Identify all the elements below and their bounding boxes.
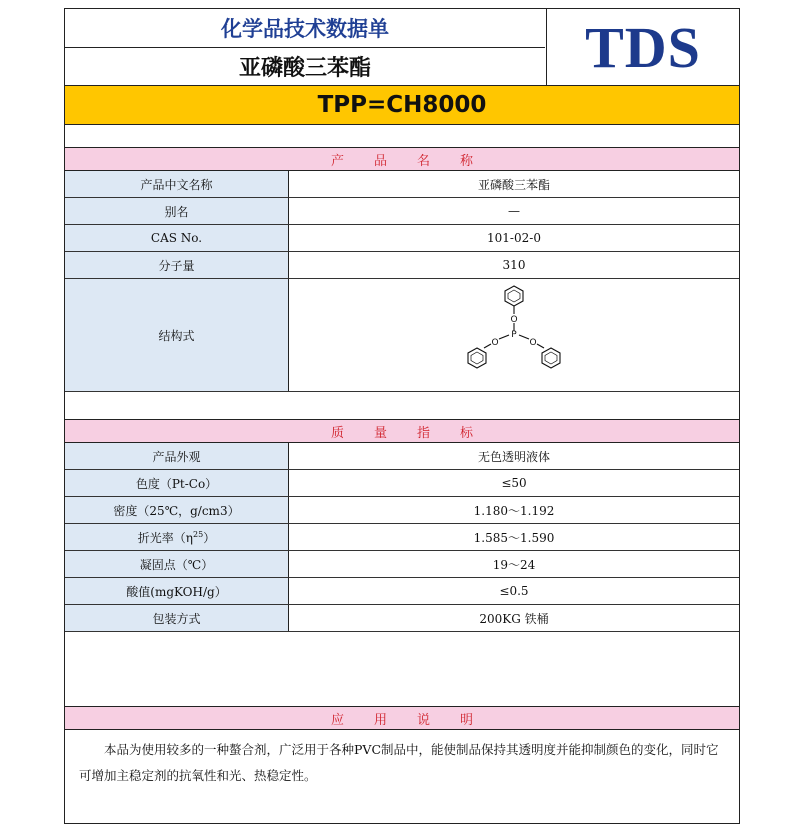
table-row bbox=[65, 605, 739, 632]
row-value: 200KG 铁桶 bbox=[289, 605, 740, 632]
table-row bbox=[65, 551, 739, 578]
product-code-bar: TPP=CH8000 bbox=[65, 85, 739, 125]
table-row bbox=[65, 198, 739, 225]
header-left bbox=[65, 9, 547, 85]
quality-table bbox=[65, 443, 739, 632]
table-row bbox=[65, 171, 739, 198]
row-label bbox=[65, 524, 289, 551]
row-value: ≤50 bbox=[289, 470, 740, 497]
table-row bbox=[65, 497, 739, 524]
table-row bbox=[65, 279, 739, 392]
row-label: 色度（Pt-Co） bbox=[65, 470, 289, 497]
phosphorus-atom: P bbox=[511, 329, 517, 340]
row-value: 19～24 bbox=[289, 551, 740, 578]
row-label: 产品外观 bbox=[65, 443, 289, 470]
application-description: 本品为使用较多的一种螯合剂，广泛用于各种PVC制品中，能使制品保持其透明度并能抑制颜色的变化，同时它可增加主稳定剂的抗氧性和光、热稳定性。 bbox=[79, 742, 719, 783]
refractive-label-end: ） bbox=[203, 530, 216, 545]
oxygen-atom: O bbox=[510, 314, 518, 325]
tds-sheet bbox=[64, 8, 740, 824]
table-row bbox=[65, 225, 739, 252]
row-label: 产品中文名称 bbox=[65, 171, 289, 198]
section-application: 应用说明 bbox=[65, 706, 739, 730]
row-value: 1.180～1.192 bbox=[289, 497, 740, 524]
oxygen-atom: O bbox=[529, 337, 537, 348]
refractive-label: 折光率（η bbox=[137, 530, 193, 545]
refractive-sup: 25 bbox=[193, 529, 204, 539]
product-name-heading: 亚磷酸三苯酯 bbox=[238, 55, 371, 81]
table-row bbox=[65, 578, 739, 605]
row-value: 1.585～1.590 bbox=[289, 524, 740, 551]
row-label: CAS No. bbox=[65, 225, 289, 252]
table-row bbox=[65, 252, 739, 279]
oxygen-atom: O bbox=[491, 337, 499, 348]
structural-formula-image bbox=[459, 284, 569, 384]
section-quality-spec: 质量指标 bbox=[65, 419, 739, 443]
row-label: 酸值(mgKOH/g） bbox=[65, 578, 289, 605]
table-row bbox=[65, 470, 739, 497]
section-product-name: 产品名称 bbox=[65, 147, 739, 171]
row-label: 分子量 bbox=[65, 252, 289, 279]
row-label: 结构式 bbox=[65, 279, 289, 392]
table-row bbox=[65, 443, 739, 470]
row-value: 无色透明液体 bbox=[289, 443, 740, 470]
row-label: 别名 bbox=[65, 198, 289, 225]
row-value: 亚磷酸三苯酯 bbox=[289, 171, 740, 198]
table-row bbox=[65, 524, 739, 551]
tds-logo: TDS bbox=[585, 14, 701, 80]
row-label: 包装方式 bbox=[65, 605, 289, 632]
row-value: 101-02-0 bbox=[289, 225, 740, 252]
row-value: — bbox=[289, 198, 740, 225]
row-label: 凝固点（℃） bbox=[65, 551, 289, 578]
row-value: ≤0.5 bbox=[289, 578, 740, 605]
product-info-table bbox=[65, 171, 739, 392]
document-title: 化学品技术数据单 bbox=[65, 9, 545, 48]
row-label: 密度（25℃，g/cm3） bbox=[65, 497, 289, 524]
structure-cell bbox=[289, 279, 740, 392]
row-value: 310 bbox=[289, 252, 740, 279]
